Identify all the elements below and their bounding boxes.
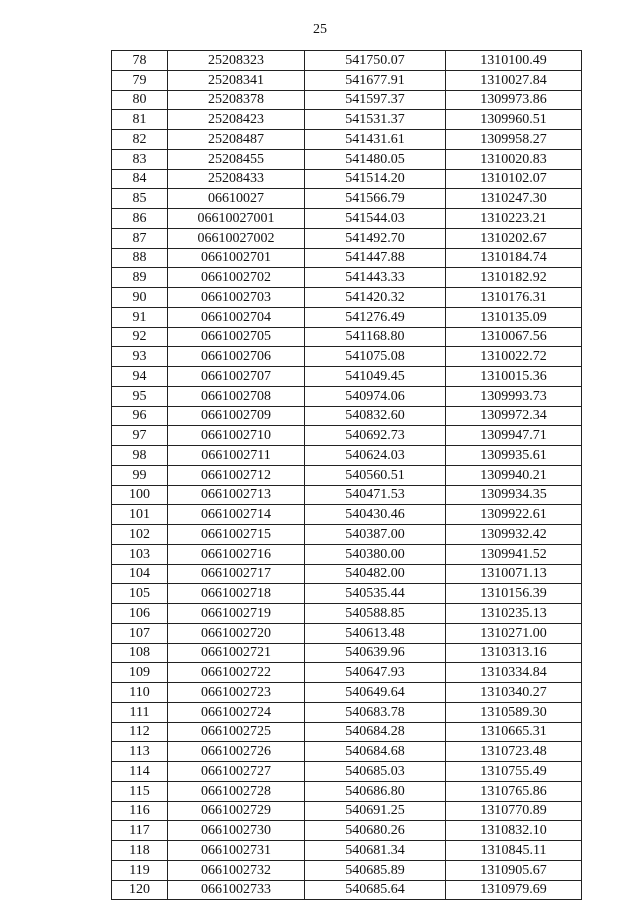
page-number: 25 bbox=[313, 22, 327, 37]
x-coordinate-cell: 540683.78 bbox=[305, 702, 446, 722]
x-coordinate-cell: 541750.07 bbox=[305, 51, 446, 71]
x-coordinate-cell: 540685.64 bbox=[305, 880, 446, 900]
point-id-cell: 0661002707 bbox=[168, 367, 305, 387]
y-coordinate-cell: 1309947.71 bbox=[446, 426, 582, 446]
table-row bbox=[112, 209, 582, 229]
point-id-cell: 0661002726 bbox=[168, 742, 305, 762]
row-number-cell: 88 bbox=[112, 248, 168, 268]
table-row bbox=[112, 426, 582, 446]
y-coordinate-cell: 1310589.30 bbox=[446, 702, 582, 722]
row-number-cell: 104 bbox=[112, 564, 168, 584]
x-coordinate-cell: 540974.06 bbox=[305, 386, 446, 406]
table-row bbox=[112, 51, 582, 71]
point-id-cell: 06610027 bbox=[168, 189, 305, 209]
x-coordinate-cell: 541168.80 bbox=[305, 327, 446, 347]
row-number-cell: 109 bbox=[112, 663, 168, 683]
point-id-cell: 0661002708 bbox=[168, 386, 305, 406]
table-row bbox=[112, 525, 582, 545]
point-id-cell: 0661002702 bbox=[168, 268, 305, 288]
y-coordinate-cell: 1310755.49 bbox=[446, 762, 582, 782]
table-row bbox=[112, 169, 582, 189]
x-coordinate-cell: 541276.49 bbox=[305, 307, 446, 327]
table-row bbox=[112, 386, 582, 406]
point-id-cell: 0661002719 bbox=[168, 604, 305, 624]
row-number-cell: 83 bbox=[112, 149, 168, 169]
point-id-cell: 0661002722 bbox=[168, 663, 305, 683]
row-number-cell: 84 bbox=[112, 169, 168, 189]
point-id-cell: 0661002701 bbox=[168, 248, 305, 268]
point-id-cell: 0661002720 bbox=[168, 623, 305, 643]
row-number-cell: 86 bbox=[112, 209, 168, 229]
y-coordinate-cell: 1309993.73 bbox=[446, 386, 582, 406]
row-number-cell: 79 bbox=[112, 70, 168, 90]
row-number-cell: 93 bbox=[112, 347, 168, 367]
y-coordinate-cell: 1310022.72 bbox=[446, 347, 582, 367]
row-number-cell: 97 bbox=[112, 426, 168, 446]
table-row bbox=[112, 485, 582, 505]
row-number-cell: 95 bbox=[112, 386, 168, 406]
x-coordinate-cell: 541677.91 bbox=[305, 70, 446, 90]
y-coordinate-cell: 1310223.21 bbox=[446, 209, 582, 229]
table-row bbox=[112, 801, 582, 821]
table-row bbox=[112, 584, 582, 604]
y-coordinate-cell: 1310020.83 bbox=[446, 149, 582, 169]
x-coordinate-cell: 540680.26 bbox=[305, 821, 446, 841]
y-coordinate-cell: 1309932.42 bbox=[446, 525, 582, 545]
x-coordinate-cell: 541480.05 bbox=[305, 149, 446, 169]
point-id-cell: 0661002731 bbox=[168, 841, 305, 861]
x-coordinate-cell: 541075.08 bbox=[305, 347, 446, 367]
table-row bbox=[112, 722, 582, 742]
point-id-cell: 0661002728 bbox=[168, 781, 305, 801]
y-coordinate-cell: 1310135.09 bbox=[446, 307, 582, 327]
y-coordinate-cell: 1309972.34 bbox=[446, 406, 582, 426]
table-row bbox=[112, 307, 582, 327]
table-row bbox=[112, 841, 582, 861]
y-coordinate-cell: 1309934.35 bbox=[446, 485, 582, 505]
table-row bbox=[112, 781, 582, 801]
row-number-cell: 120 bbox=[112, 880, 168, 900]
y-coordinate-cell: 1309935.61 bbox=[446, 446, 582, 466]
table-body bbox=[112, 51, 582, 900]
x-coordinate-cell: 541492.70 bbox=[305, 228, 446, 248]
row-number-cell: 87 bbox=[112, 228, 168, 248]
table-row bbox=[112, 149, 582, 169]
y-coordinate-cell: 1310765.86 bbox=[446, 781, 582, 801]
y-coordinate-cell: 1310027.84 bbox=[446, 70, 582, 90]
x-coordinate-cell: 540387.00 bbox=[305, 525, 446, 545]
row-number-cell: 82 bbox=[112, 130, 168, 150]
point-id-cell: 0661002732 bbox=[168, 860, 305, 880]
y-coordinate-cell: 1309922.61 bbox=[446, 505, 582, 525]
x-coordinate-cell: 541566.79 bbox=[305, 189, 446, 209]
table-row bbox=[112, 367, 582, 387]
row-number-cell: 100 bbox=[112, 485, 168, 505]
table-row bbox=[112, 288, 582, 308]
y-coordinate-cell: 1310202.67 bbox=[446, 228, 582, 248]
table-row bbox=[112, 564, 582, 584]
x-coordinate-cell: 541049.45 bbox=[305, 367, 446, 387]
x-coordinate-cell: 540430.46 bbox=[305, 505, 446, 525]
x-coordinate-cell: 540649.64 bbox=[305, 683, 446, 703]
y-coordinate-cell: 1309960.51 bbox=[446, 110, 582, 130]
row-number-cell: 110 bbox=[112, 683, 168, 703]
table-row bbox=[112, 821, 582, 841]
x-coordinate-cell: 541443.33 bbox=[305, 268, 446, 288]
x-coordinate-cell: 540691.25 bbox=[305, 801, 446, 821]
row-number-cell: 98 bbox=[112, 446, 168, 466]
row-number-cell: 105 bbox=[112, 584, 168, 604]
x-coordinate-cell: 540471.53 bbox=[305, 485, 446, 505]
row-number-cell: 85 bbox=[112, 189, 168, 209]
table-row bbox=[112, 604, 582, 624]
table-row bbox=[112, 643, 582, 663]
point-id-cell: 0661002711 bbox=[168, 446, 305, 466]
point-id-cell: 0661002725 bbox=[168, 722, 305, 742]
x-coordinate-cell: 540639.96 bbox=[305, 643, 446, 663]
y-coordinate-cell: 1310182.92 bbox=[446, 268, 582, 288]
row-number-cell: 108 bbox=[112, 643, 168, 663]
point-id-cell: 0661002712 bbox=[168, 465, 305, 485]
y-coordinate-cell: 1309941.52 bbox=[446, 544, 582, 564]
row-number-cell: 89 bbox=[112, 268, 168, 288]
point-id-cell: 0661002730 bbox=[168, 821, 305, 841]
point-id-cell: 0661002724 bbox=[168, 702, 305, 722]
x-coordinate-cell: 540613.48 bbox=[305, 623, 446, 643]
row-number-cell: 80 bbox=[112, 90, 168, 110]
coordinates-table bbox=[111, 50, 582, 900]
table-row bbox=[112, 544, 582, 564]
point-id-cell: 0661002713 bbox=[168, 485, 305, 505]
point-id-cell: 25208341 bbox=[168, 70, 305, 90]
y-coordinate-cell: 1310102.07 bbox=[446, 169, 582, 189]
x-coordinate-cell: 540624.03 bbox=[305, 446, 446, 466]
point-id-cell: 25208323 bbox=[168, 51, 305, 71]
point-id-cell: 0661002718 bbox=[168, 584, 305, 604]
x-coordinate-cell: 540684.28 bbox=[305, 722, 446, 742]
y-coordinate-cell: 1310845.11 bbox=[446, 841, 582, 861]
table-row bbox=[112, 465, 582, 485]
y-coordinate-cell: 1310271.00 bbox=[446, 623, 582, 643]
y-coordinate-cell: 1310832.10 bbox=[446, 821, 582, 841]
x-coordinate-cell: 540647.93 bbox=[305, 663, 446, 683]
table-row bbox=[112, 880, 582, 900]
y-coordinate-cell: 1310156.39 bbox=[446, 584, 582, 604]
table-row bbox=[112, 70, 582, 90]
y-coordinate-cell: 1310100.49 bbox=[446, 51, 582, 71]
point-id-cell: 0661002717 bbox=[168, 564, 305, 584]
row-number-cell: 114 bbox=[112, 762, 168, 782]
point-id-cell: 0661002733 bbox=[168, 880, 305, 900]
x-coordinate-cell: 541447.88 bbox=[305, 248, 446, 268]
row-number-cell: 118 bbox=[112, 841, 168, 861]
y-coordinate-cell: 1310340.27 bbox=[446, 683, 582, 703]
x-coordinate-cell: 541431.61 bbox=[305, 130, 446, 150]
table-row bbox=[112, 762, 582, 782]
x-coordinate-cell: 540482.00 bbox=[305, 564, 446, 584]
point-id-cell: 0661002721 bbox=[168, 643, 305, 663]
row-number-cell: 90 bbox=[112, 288, 168, 308]
point-id-cell: 0661002714 bbox=[168, 505, 305, 525]
y-coordinate-cell: 1310067.56 bbox=[446, 327, 582, 347]
table-row bbox=[112, 446, 582, 466]
row-number-cell: 103 bbox=[112, 544, 168, 564]
y-coordinate-cell: 1310015.36 bbox=[446, 367, 582, 387]
y-coordinate-cell: 1310247.30 bbox=[446, 189, 582, 209]
table-row bbox=[112, 268, 582, 288]
point-id-cell: 0661002727 bbox=[168, 762, 305, 782]
point-id-cell: 0661002704 bbox=[168, 307, 305, 327]
table-row bbox=[112, 406, 582, 426]
x-coordinate-cell: 540380.00 bbox=[305, 544, 446, 564]
table-row bbox=[112, 248, 582, 268]
row-number-cell: 117 bbox=[112, 821, 168, 841]
y-coordinate-cell: 1310665.31 bbox=[446, 722, 582, 742]
point-id-cell: 25208423 bbox=[168, 110, 305, 130]
table-row bbox=[112, 189, 582, 209]
x-coordinate-cell: 541544.03 bbox=[305, 209, 446, 229]
row-number-cell: 107 bbox=[112, 623, 168, 643]
y-coordinate-cell: 1310071.13 bbox=[446, 564, 582, 584]
table-row bbox=[112, 663, 582, 683]
x-coordinate-cell: 540560.51 bbox=[305, 465, 446, 485]
y-coordinate-cell: 1310184.74 bbox=[446, 248, 582, 268]
y-coordinate-cell: 1310979.69 bbox=[446, 880, 582, 900]
x-coordinate-cell: 540535.44 bbox=[305, 584, 446, 604]
table-row bbox=[112, 623, 582, 643]
x-coordinate-cell: 541514.20 bbox=[305, 169, 446, 189]
point-id-cell: 0661002706 bbox=[168, 347, 305, 367]
point-id-cell: 25208455 bbox=[168, 149, 305, 169]
row-number-cell: 92 bbox=[112, 327, 168, 347]
row-number-cell: 91 bbox=[112, 307, 168, 327]
row-number-cell: 102 bbox=[112, 525, 168, 545]
point-id-cell: 0661002709 bbox=[168, 406, 305, 426]
row-number-cell: 116 bbox=[112, 801, 168, 821]
table-row bbox=[112, 702, 582, 722]
row-number-cell: 99 bbox=[112, 465, 168, 485]
x-coordinate-cell: 540685.03 bbox=[305, 762, 446, 782]
x-coordinate-cell: 540692.73 bbox=[305, 426, 446, 446]
point-id-cell: 0661002715 bbox=[168, 525, 305, 545]
point-id-cell: 06610027001 bbox=[168, 209, 305, 229]
row-number-cell: 106 bbox=[112, 604, 168, 624]
row-number-cell: 96 bbox=[112, 406, 168, 426]
point-id-cell: 25208378 bbox=[168, 90, 305, 110]
row-number-cell: 119 bbox=[112, 860, 168, 880]
y-coordinate-cell: 1310235.13 bbox=[446, 604, 582, 624]
y-coordinate-cell: 1310313.16 bbox=[446, 643, 582, 663]
x-coordinate-cell: 540588.85 bbox=[305, 604, 446, 624]
point-id-cell: 0661002729 bbox=[168, 801, 305, 821]
table-row bbox=[112, 347, 582, 367]
x-coordinate-cell: 540832.60 bbox=[305, 406, 446, 426]
point-id-cell: 0661002716 bbox=[168, 544, 305, 564]
x-coordinate-cell: 540686.80 bbox=[305, 781, 446, 801]
point-id-cell: 0661002705 bbox=[168, 327, 305, 347]
table-row bbox=[112, 228, 582, 248]
point-id-cell: 25208487 bbox=[168, 130, 305, 150]
point-id-cell: 06610027002 bbox=[168, 228, 305, 248]
x-coordinate-cell: 541597.37 bbox=[305, 90, 446, 110]
table-row bbox=[112, 742, 582, 762]
row-number-cell: 78 bbox=[112, 51, 168, 71]
x-coordinate-cell: 540681.34 bbox=[305, 841, 446, 861]
y-coordinate-cell: 1309958.27 bbox=[446, 130, 582, 150]
y-coordinate-cell: 1309973.86 bbox=[446, 90, 582, 110]
x-coordinate-cell: 540685.89 bbox=[305, 860, 446, 880]
point-id-cell: 0661002703 bbox=[168, 288, 305, 308]
x-coordinate-cell: 541420.32 bbox=[305, 288, 446, 308]
y-coordinate-cell: 1310334.84 bbox=[446, 663, 582, 683]
row-number-cell: 112 bbox=[112, 722, 168, 742]
table-row bbox=[112, 683, 582, 703]
table-row bbox=[112, 860, 582, 880]
point-id-cell: 0661002710 bbox=[168, 426, 305, 446]
y-coordinate-cell: 1310770.89 bbox=[446, 801, 582, 821]
y-coordinate-cell: 1310905.67 bbox=[446, 860, 582, 880]
row-number-cell: 111 bbox=[112, 702, 168, 722]
y-coordinate-cell: 1309940.21 bbox=[446, 465, 582, 485]
point-id-cell: 0661002723 bbox=[168, 683, 305, 703]
x-coordinate-cell: 541531.37 bbox=[305, 110, 446, 130]
x-coordinate-cell: 540684.68 bbox=[305, 742, 446, 762]
table-row bbox=[112, 327, 582, 347]
row-number-cell: 113 bbox=[112, 742, 168, 762]
table-row bbox=[112, 130, 582, 150]
row-number-cell: 101 bbox=[112, 505, 168, 525]
y-coordinate-cell: 1310723.48 bbox=[446, 742, 582, 762]
table-row bbox=[112, 90, 582, 110]
point-id-cell: 25208433 bbox=[168, 169, 305, 189]
row-number-cell: 94 bbox=[112, 367, 168, 387]
y-coordinate-cell: 1310176.31 bbox=[446, 288, 582, 308]
table-row bbox=[112, 505, 582, 525]
table-row bbox=[112, 110, 582, 130]
row-number-cell: 81 bbox=[112, 110, 168, 130]
row-number-cell: 115 bbox=[112, 781, 168, 801]
